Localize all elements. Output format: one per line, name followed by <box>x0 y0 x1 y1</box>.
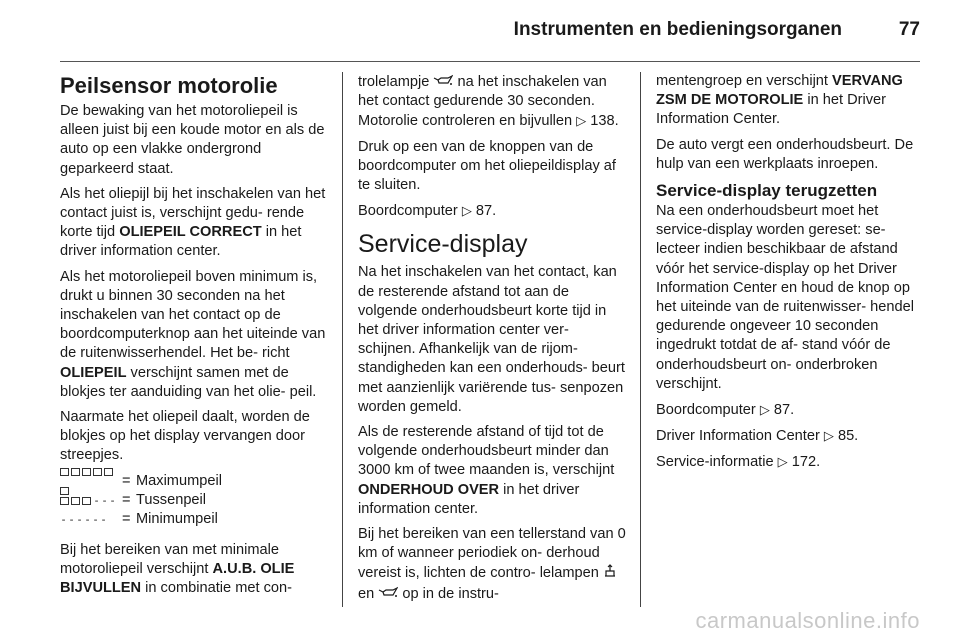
ref-arrow-icon: ▷ <box>777 454 788 470</box>
paragraph: Naarmate het oliepeil daalt, worden de blokjes op het display vervangen door streepjes. <box>60 409 310 464</box>
ref-arrow-icon: ▷ <box>823 428 834 444</box>
oil-can-icon <box>378 584 398 603</box>
section-heading-oil-sensor: Peilsensor motorolie <box>60 73 278 98</box>
paragraph: mentengroep en verschijnt VERVANG ZSM DE MOTOROLIE in het Driver Information Center. <box>656 73 903 128</box>
section-heading-service-display: Service-display <box>358 230 528 259</box>
column-divider <box>342 72 343 607</box>
paragraph: Als de resterende afstand of tijd tot de volgende onderhoudsbeurt minder dan 3000 km of twee maanden is, verschijnt ONDERHOUD OVER in het driver information center. <box>358 424 615 517</box>
ref-arrow-icon: ▷ <box>461 203 472 219</box>
paragraph: Als het oliepijl bij het inschakelen van het contact juist is, verschijnt gedu- rende korte tijd OLIEPEIL CORRECT in het driver information center. <box>60 185 326 260</box>
paragraph: Na een onderhoudsbeurt moet het service-display worden gereset: se- lecteer indien beschikbaar de afstand vóór het service-display op het Driver Information Center en houd de knop op het uiteinde van de ruitenwisser- hendel gedurende ongeveer 10 seconden ingedrukt totdat de af- stand vóór de onderhoudsbeurt on- onderbroken verschijnt. <box>656 203 914 392</box>
watermark: carmanualsonline.info <box>695 608 920 633</box>
legend-label: Minimumpeil <box>136 510 218 527</box>
page-number: 77 <box>898 19 920 40</box>
paragraph: Bij het bereiken van een tellerstand van 0 km of wanneer periodiek on- derhoud vereist is, lichten de contro- lelampen en op in de instru- <box>358 526 626 602</box>
cross-reference[interactable]: Service-informatie ▷ 172. <box>656 454 821 471</box>
legend-row-min: ------ = Minimumpeil <box>60 510 330 529</box>
column-divider <box>640 72 641 607</box>
level-symbol: --- <box>60 491 122 510</box>
page-header <box>0 0 960 62</box>
oil-level-legend <box>60 472 330 529</box>
cross-reference[interactable]: Driver Information Center ▷ 85. <box>656 428 859 445</box>
paragraph: Na het inschakelen van het contact, kan de resterende afstand tot aan de volgende onderhoudsbeurt korte tijd in het driver information center ver- schijnen. Afhankelijk van de rijom- standigheden kan een onderhouds- beurt met aanzienlijk variërende tus- senpozen worden gemeld. <box>358 264 625 415</box>
cross-reference[interactable]: Boordcomputer ▷ 87. <box>358 203 497 220</box>
cross-reference[interactable]: Boordcomputer ▷ 87. <box>656 402 795 419</box>
oil-can-icon <box>433 72 453 91</box>
column-1 <box>60 72 330 604</box>
column-3 <box>656 72 924 479</box>
legend-label: Tussenpeil <box>136 491 207 508</box>
paragraph: Als het motoroliepeil boven minimum is, drukt u binnen 30 seconden na het inschakelen van het contact op de boordcomputerknop aan het uiteinde van de ruitenwisserhendel. Het be- richt OLIEPEIL verschijnt samen met de blokjes ter aanduiding van het olie- peil. <box>60 268 326 400</box>
legend-row-mid: --- = Tussenpeil <box>60 491 330 510</box>
paragraph: De auto vergt een onderhoudsbeurt. De hulp van een werkplaats inroepen. <box>656 136 914 172</box>
paragraph: Bij het bereiken van met minimale motoroliepeil verschijnt A.U.B. OLIE BIJVULLEN in combinatie met con- <box>60 541 295 597</box>
service-wrench-icon <box>603 563 617 582</box>
header-divider <box>60 61 920 62</box>
chapter-title: Instrumenten en bedieningsorganen <box>513 19 842 40</box>
ref-arrow-icon: ▷ <box>576 113 587 129</box>
level-symbol: ------ <box>60 512 108 526</box>
paragraph: trolelampje na het inschakelen van het contact gedurende 30 seconden. Motorolie controleren en bijvullen ▷ 138. <box>358 74 619 130</box>
legend-row-max: = Maximumpeil <box>60 472 330 491</box>
paragraph: Druk op een van de knoppen van de boordcomputer om het oliepeildisplay af te sluiten. <box>358 138 616 194</box>
column-2 <box>358 72 628 610</box>
subsection-heading-reset: Service-display terugzetten <box>656 181 878 201</box>
legend-label: Maximumpeil <box>136 472 222 489</box>
ref-arrow-icon: ▷ <box>759 402 770 418</box>
paragraph: De bewaking van het motoroliepeil is alleen juist bij een koude motor en als de auto op een vlakke ondergrond geparkeerd staat. <box>60 103 325 177</box>
